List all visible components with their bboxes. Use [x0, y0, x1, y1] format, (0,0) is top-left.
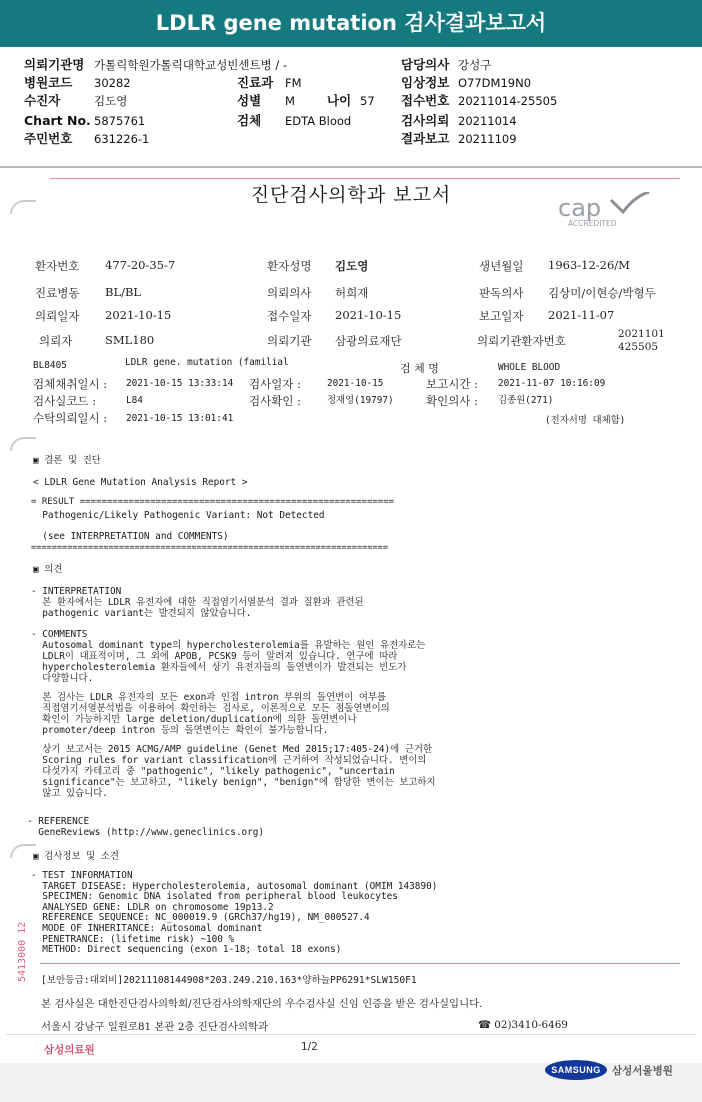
samsung-seoul-hospital-logo: 삼성서울병원 — [612, 1065, 673, 1077]
label-order-date: 의뢰일자 — [35, 309, 80, 323]
comment-line: LDLR이 대표적이며, 그 외에 APOB, PCSK9 등이 알려져 있습니다. 연구에 따라 — [31, 651, 398, 662]
value-request-org: 삼광의료재단 — [335, 334, 402, 348]
label-age: 나이 — [327, 93, 352, 108]
label-resident-no: 주민번호 — [24, 131, 73, 146]
header-info — [0, 50, 702, 165]
analysis-report-title: < LDLR Gene Mutation Analysis Report > — [33, 477, 248, 488]
specimen-name-label: 검 체 명 — [400, 362, 439, 375]
value-request-date: 20211014 — [458, 114, 517, 128]
value-sex: M — [285, 94, 295, 108]
label-hospital-code: 병원코드 — [24, 75, 73, 90]
result-end-line: ===================================================================== — [31, 543, 388, 553]
label-org-patient-no: 의뢰기관환자번호 — [477, 334, 566, 348]
info-line: MODE OF INHERITANCE: Autosomal dominant — [31, 922, 263, 934]
comment-line — [31, 736, 436, 744]
label-request-date: 검사의뢰 — [401, 113, 450, 128]
comment-line: 다양합니다. — [31, 673, 94, 684]
info-line: ANALYSED GENE: LDLR on chromosome 19p13.2 — [31, 901, 274, 913]
comment-line: 다섯가지 카테고리 중 "pathogenic", "likely pathogenic", "uncertain — [31, 766, 395, 777]
result-value: Pathogenic/Likely Pathogenic Variant: Not Detected — [31, 510, 325, 521]
test-info-block — [31, 871, 437, 956]
comment-line: 본 검사는 LDLR 유전자의 모든 exon과 인접 intron 부위의 돌연변이 여부를 — [31, 692, 387, 703]
page-number: 1/2 — [301, 1041, 318, 1053]
value-institution: 가톨릭학원가톨릭대학교성빈센트병 / - — [94, 58, 288, 72]
pink-rule-bottom — [40, 963, 680, 964]
samsung-medical-left-logo: 삼성의료원 — [44, 1044, 95, 1056]
info-line: SPECIMEN: Genomic DNA isolated from peripheral blood leukocytes — [31, 891, 398, 903]
label-requester: 의뢰자 — [39, 334, 73, 348]
label-ward: 진료병동 — [35, 286, 80, 300]
label-institution: 의뢰기관명 — [24, 57, 85, 72]
comment-line: Scoring rules for variant classification에 근거하여 작성되었습니다. 변이의 — [31, 755, 427, 766]
pink-rule-top — [50, 178, 680, 179]
value-dept: FM — [285, 76, 302, 90]
value-consign-time: 2021-10-15 13:01:41 — [126, 413, 234, 424]
comment-line: 직접염기서열분석법을 이용하여 확인하는 검사로, 이론적으로 모든 점돌연변이의 — [31, 703, 390, 714]
comment-line: 상기 보고서는 2015 ACMG/AMP guideline (Genet Med 2015;17:405-24)에 근거한 — [31, 744, 432, 755]
comment-line: Autosomal dominant type의 hypercholesterolemia를 유발하는 원인 유전자로는 — [31, 640, 426, 651]
label-ordering-doctor: 의뢰의사 — [267, 286, 312, 300]
value-patient-no: 477-20-35-7 — [105, 258, 176, 272]
comment-line: 않고 있습니다. — [31, 788, 108, 799]
cap-accredited-logo — [556, 192, 651, 230]
value-ward: BL/BL — [105, 285, 142, 299]
comments-block — [31, 629, 436, 799]
label-sex: 성별 — [237, 93, 262, 108]
scan-curl-mark-2 — [10, 437, 36, 451]
label-test-confirm: 검사확인 : — [249, 394, 301, 408]
comment-line: significance"는 보고하고, "likely benign", "benign"에 합당한 변이는 보고하지 — [31, 777, 436, 788]
label-consign-time: 수탁의뢰일시 : — [33, 411, 108, 425]
section-test-info: ▣ 검사정보 및 소견 — [33, 851, 119, 862]
comment-line: promoter/deep intron 등의 돌연변이는 확인이 불가능합니다. — [31, 725, 329, 736]
label-collect-time: 검체채취일시 : — [33, 377, 108, 391]
label-patient: 수진자 — [24, 93, 61, 108]
label-patient-name: 환자성명 — [267, 259, 312, 273]
value-resident-no: 631226-1 — [94, 132, 150, 146]
cap-logo-sub: ACCREDITED — [568, 219, 617, 228]
samsung-logo: SAMSUNG — [545, 1060, 607, 1080]
value-chart: 5875761 — [94, 114, 146, 128]
value-doctor: 강성구 — [458, 58, 492, 72]
interp-line: 본 환자에서는 LDLR 유전자에 대한 직접염기서열분석 결과 질환과 관련된 — [31, 597, 364, 608]
interp-line: pathogenic variant는 발견되지 않았습니다. — [31, 608, 252, 619]
security-line: [보안등급:대외비]20211108144908*203.249.210.163*양하늘PP6291*SLW150F1 — [41, 975, 417, 986]
label-doctor: 담당의사 — [401, 57, 450, 72]
reference-block — [27, 816, 264, 838]
value-patient: 김도영 — [94, 94, 128, 108]
result-line: = RESULT ========================================================== — [31, 497, 395, 507]
comment-line: 확인이 가능하지만 large deletion/duplication에 의한 돌연변이나 — [31, 714, 357, 725]
cap-logo-text: cap — [558, 194, 602, 222]
label-report-time: 보고시간 : — [426, 377, 478, 391]
label-chart: Chart No. — [24, 113, 91, 128]
label-confirm-doctor: 확인의사 : — [426, 394, 478, 408]
value-receipt: 20211014-25505 — [458, 94, 558, 108]
label-patient-no: 환자번호 — [35, 259, 80, 273]
value-order-date: 2021-10-15 — [105, 308, 172, 322]
label-specimen: 검체 — [237, 113, 262, 128]
value-birth: 1963-12-26/M — [548, 258, 630, 272]
label-clinical: 임상정보 — [401, 75, 450, 90]
value-age: 57 — [360, 94, 375, 108]
phone-line: ☎ 02)3410-6469 — [478, 1019, 568, 1031]
value-clinical: O77DM19N0 — [458, 76, 532, 90]
label-birth: 생년월일 — [479, 259, 524, 273]
address-line: 서울시 강남구 일원로81 본관 2층 진단검사의학과 — [41, 1021, 269, 1033]
label-lab-code: 검사실코드 : — [33, 394, 97, 408]
value-patient-name: 김도영 — [335, 259, 369, 273]
comment-line — [31, 684, 436, 692]
interpretation-block — [31, 586, 364, 619]
footer-rule — [6, 1034, 696, 1035]
interp-line: - INTERPRETATION — [31, 586, 122, 597]
value-hospital-code: 30282 — [94, 76, 131, 90]
value-report-date: 2021-11-07 — [548, 308, 615, 322]
value-result-report: 20211109 — [458, 132, 517, 146]
label-dept: 진료과 — [237, 75, 274, 90]
label-report-date: 보고일자 — [479, 309, 524, 323]
label-request-org: 의뢰기관 — [267, 334, 312, 348]
header-separator — [0, 166, 702, 168]
value-accept-date: 2021-10-15 — [335, 308, 402, 322]
section-conclusion: ▣ 결론 및 진단 — [33, 455, 101, 466]
side-barcode-number: 5413000 12 — [17, 921, 28, 982]
reference-line: GeneReviews (http://www.geneclinics.org) — [27, 827, 265, 838]
info-line: PENETRANCE: (lifetime risk) ~100 % — [31, 933, 235, 945]
certification-line: 본 검사실은 대한진단검사의학회/진단검사의학재단의 우수검사실 신임 인증을 받은 검사실입니다. — [41, 998, 483, 1010]
test-code: BL8405 — [33, 360, 67, 371]
value-reading-doctor: 김상미/이현승/박형두 — [548, 286, 656, 300]
section-opinion: ▣ 의견 — [33, 564, 63, 575]
value-lab-code: L84 — [126, 395, 143, 406]
report-title-bar: LDLR gene mutation 검사결과보고서 — [0, 0, 702, 47]
value-confirm-doctor: 김종원(271) — [498, 395, 554, 406]
value-org-patient-no: 2021101425505 — [618, 328, 665, 353]
value-requester: SML180 — [105, 333, 155, 347]
comment-line: hypercholesterolemia 환자들에서 상기 유전자들의 돌연변이가 발견되는 빈도가 — [31, 662, 407, 673]
label-test-date: 검사일자 : — [249, 377, 301, 391]
info-line: REFERENCE SEQUENCE: NC_000019.9 (GRCh37/hg19), NM_000527.4 — [31, 912, 370, 924]
label-reading-doctor: 판독의사 — [479, 286, 524, 300]
test-name: LDLR gene. mutation (familial — [125, 357, 289, 368]
info-line: METHOD: Direct sequencing (exon 1-18; total 18 exons) — [31, 944, 342, 956]
value-test-date: 2021-10-15 — [327, 378, 384, 389]
check-icon — [611, 192, 649, 212]
value-ordering-doctor: 허희재 — [335, 286, 369, 300]
label-result-report: 결과보고 — [401, 131, 450, 146]
esign-note: (전자서명 대체함) — [545, 415, 626, 426]
comment-line: - COMMENTS — [31, 629, 88, 640]
value-report-time: 2021-11-07 10:16:09 — [498, 378, 606, 389]
label-accept-date: 접수일자 — [267, 309, 312, 323]
label-receipt: 접수번호 — [401, 93, 450, 108]
info-line: - TEST INFORMATION — [31, 870, 133, 881]
value-specimen: EDTA Blood — [285, 114, 352, 128]
info-line: TARGET DISEASE: Hypercholesterolemia, autosomal dominant (OMIM 143890) — [31, 880, 438, 892]
see-interpretation: (see INTERPRETATION and COMMENTS) — [31, 531, 229, 542]
specimen-name-value: WHOLE BLOOD — [498, 362, 561, 373]
value-collect-time: 2021-10-15 13:33:14 — [126, 378, 234, 389]
report-heading: 진단검사의학과 보고서 — [250, 184, 452, 206]
value-test-confirm: 정재영(19797) — [327, 395, 394, 406]
reference-line: - REFERENCE — [27, 816, 90, 827]
